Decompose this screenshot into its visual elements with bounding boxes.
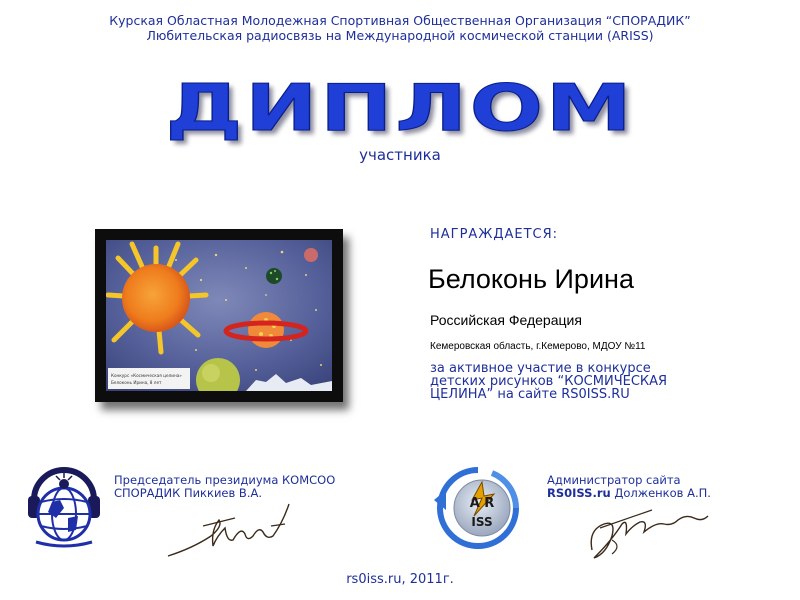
ariss-letters-top: A R — [469, 496, 495, 511]
right-signatory-site: RS0ISS.ru — [547, 486, 611, 500]
space-drawing-image — [106, 240, 332, 391]
drawing-caption-1: Конкурс «Космическая целина» — [111, 373, 182, 378]
header-ariss: Любительская радиосвязь на Международной космической станции (ARISS) — [146, 28, 654, 43]
award-label: НАГРАЖДАЕТСЯ: — [430, 227, 559, 242]
ariss-logo-icon — [432, 464, 524, 552]
award-reason — [430, 362, 770, 401]
footer-site-year: rs0iss.ru, 2011г. — [346, 572, 454, 587]
right-signatory — [547, 474, 711, 500]
recipient-country: Российская Федерация — [430, 312, 582, 328]
drawing-caption-2: Белоконь Ирина, 8 лет — [111, 380, 162, 385]
right-signature-image — [582, 500, 712, 565]
left-signatory-title: Председатель президиума КОМСОО — [114, 473, 336, 487]
reason-line-2: детских рисунков “КОСМИЧЕСКАЯ — [430, 374, 668, 389]
left-signature-image — [163, 496, 298, 566]
ariss-letters-bottom: ISS — [471, 515, 493, 529]
right-signatory-title: Администратор сайта — [547, 473, 681, 487]
right-signatory-name-line — [547, 487, 711, 500]
diploma-subtitle: участника — [359, 146, 441, 164]
recipient-place: Кемеровская область, г.Кемерово, МДОУ №11 — [430, 341, 646, 352]
left-signatory-name: СПОРАДИК Пиккиев В.А. — [114, 486, 263, 500]
reason-line-3: ЦЕЛИНА” на сайте RS0ISS.RU — [430, 387, 630, 402]
diploma-title: ДИПЛОМ — [165, 72, 635, 146]
sporadik-globe-logo-icon — [26, 462, 102, 552]
right-signatory-name: Долженков А.П. — [610, 486, 711, 500]
recipient-name: Белоконь Ирина — [428, 264, 634, 294]
header-organization: Курская Областная Молодежная Спортивная Общественная Организация “СПОРАДИК” — [109, 13, 691, 28]
reason-line-1: за активное участие в конкурсе — [430, 361, 651, 376]
drawing-frame — [95, 229, 343, 402]
